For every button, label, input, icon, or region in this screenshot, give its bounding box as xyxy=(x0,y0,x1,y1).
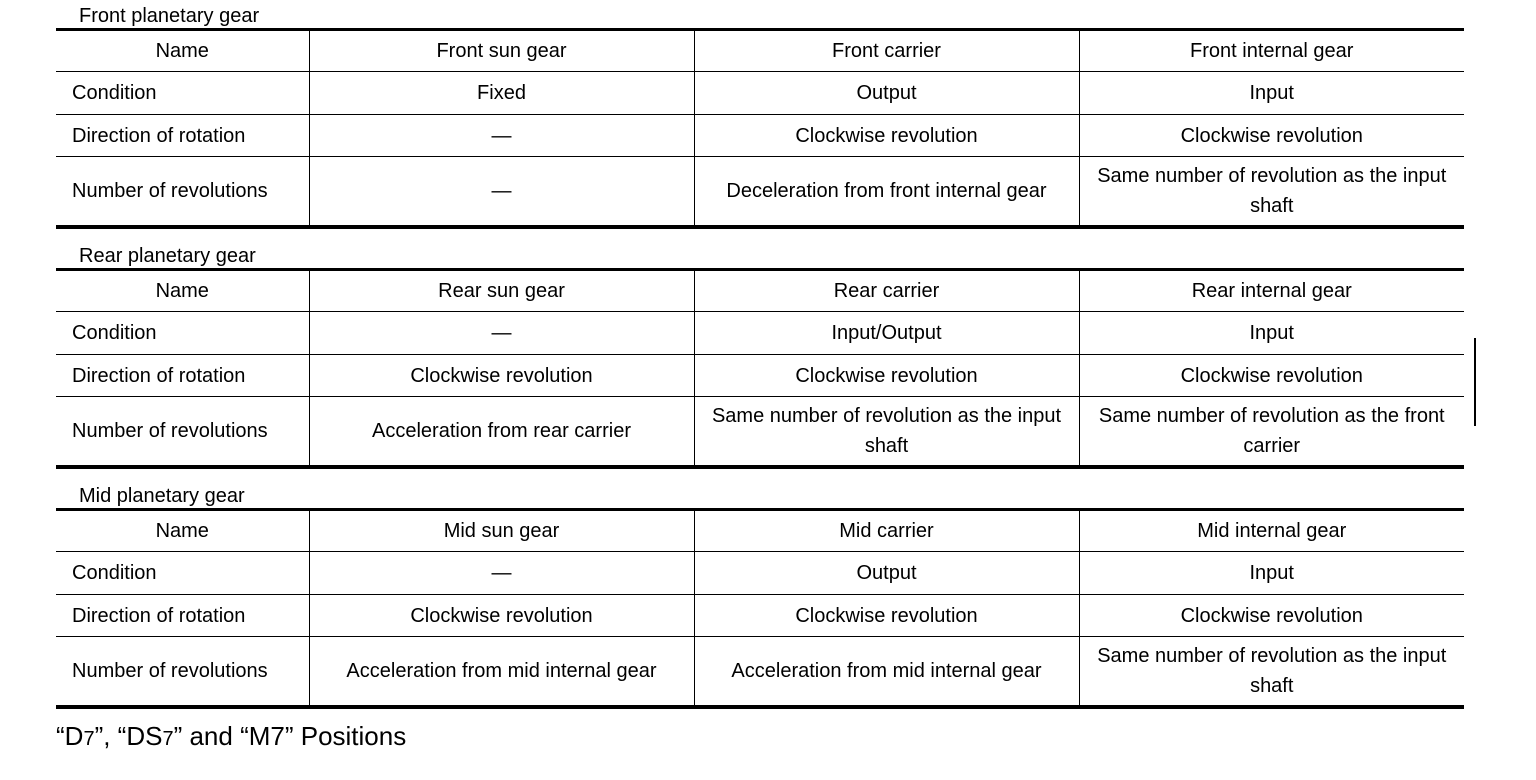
figure-caption xyxy=(56,720,406,755)
revision-bar xyxy=(1474,338,1476,426)
header-cell: Name xyxy=(56,30,309,72)
table-row xyxy=(56,510,1464,552)
table-row xyxy=(56,270,1464,312)
row-label: Number of revolutions xyxy=(56,397,309,468)
caption-part: 7 xyxy=(162,728,174,750)
table-cell: Fixed xyxy=(309,72,694,115)
table-cell: Acceleration from mid internal gear xyxy=(309,637,694,708)
table-cell: Output xyxy=(694,72,1079,115)
table-cell: Clockwise revolution xyxy=(1079,595,1464,637)
table-cell: Clockwise revolution xyxy=(694,595,1079,637)
table-cell: Deceleration from front internal gear xyxy=(694,157,1079,228)
section-title-front: Front planetary gear xyxy=(79,5,260,27)
table-row xyxy=(56,595,1464,637)
header-cell: Front internal gear xyxy=(1079,30,1464,72)
row-label: Direction of rotation xyxy=(56,115,309,157)
table-row xyxy=(56,397,1464,468)
table-cell: — xyxy=(309,552,694,595)
table-row xyxy=(56,115,1464,157)
table-cell: Clockwise revolution xyxy=(1079,115,1464,157)
table-cell: Input xyxy=(1079,552,1464,595)
row-label: Condition xyxy=(56,72,309,115)
table-cell: Clockwise revolution xyxy=(694,355,1079,397)
header-cell: Name xyxy=(56,270,309,312)
table-cell: — xyxy=(309,115,694,157)
table-row xyxy=(56,552,1464,595)
table-row xyxy=(56,312,1464,355)
table-cell: Acceleration from rear carrier xyxy=(309,397,694,468)
caption-part: “D xyxy=(56,721,84,751)
table-row xyxy=(56,355,1464,397)
header-cell: Rear carrier xyxy=(694,270,1079,312)
header-cell: Name xyxy=(56,510,309,552)
table-cell: — xyxy=(309,312,694,355)
row-label: Condition xyxy=(56,552,309,595)
table-cell: Same number of revolution as the input shaft xyxy=(1079,157,1464,228)
front-planetary-gear-table xyxy=(56,28,1464,229)
caption-part: ”, “DS xyxy=(94,721,163,751)
header-cell: Mid internal gear xyxy=(1079,510,1464,552)
header-cell: Mid sun gear xyxy=(309,510,694,552)
table-row xyxy=(56,30,1464,72)
header-cell: Rear internal gear xyxy=(1079,270,1464,312)
table-cell: Acceleration from mid internal gear xyxy=(694,637,1079,708)
table-cell: Same number of revolution as the front carrier xyxy=(1079,397,1464,468)
caption-part: ” and “M7” Positions xyxy=(173,721,407,751)
caption-part: 7 xyxy=(83,728,95,750)
row-label: Direction of rotation xyxy=(56,595,309,637)
table-cell: Clockwise revolution xyxy=(1079,355,1464,397)
table-cell: Input xyxy=(1079,72,1464,115)
header-cell: Mid carrier xyxy=(694,510,1079,552)
header-cell: Front sun gear xyxy=(309,30,694,72)
table-cell: Same number of revolution as the input shaft xyxy=(1079,637,1464,708)
row-label: Number of revolutions xyxy=(56,637,309,708)
mid-planetary-gear-table xyxy=(56,508,1464,709)
table-row xyxy=(56,637,1464,708)
header-cell: Front carrier xyxy=(694,30,1079,72)
table-cell: Same number of revolution as the input shaft xyxy=(694,397,1079,468)
table-cell: Output xyxy=(694,552,1079,595)
table-cell: — xyxy=(309,157,694,228)
row-label: Number of revolutions xyxy=(56,157,309,228)
section-title-rear: Rear planetary gear xyxy=(79,245,256,267)
table-cell: Clockwise revolution xyxy=(694,115,1079,157)
table-cell: Clockwise revolution xyxy=(309,355,694,397)
table-row xyxy=(56,157,1464,228)
rear-planetary-gear-table xyxy=(56,268,1464,469)
table-row xyxy=(56,72,1464,115)
table-cell: Input xyxy=(1079,312,1464,355)
header-cell: Rear sun gear xyxy=(309,270,694,312)
row-label: Condition xyxy=(56,312,309,355)
section-title-mid: Mid planetary gear xyxy=(79,485,245,507)
table-cell: Clockwise revolution xyxy=(309,595,694,637)
table-cell: Input/Output xyxy=(694,312,1079,355)
row-label: Direction of rotation xyxy=(56,355,309,397)
